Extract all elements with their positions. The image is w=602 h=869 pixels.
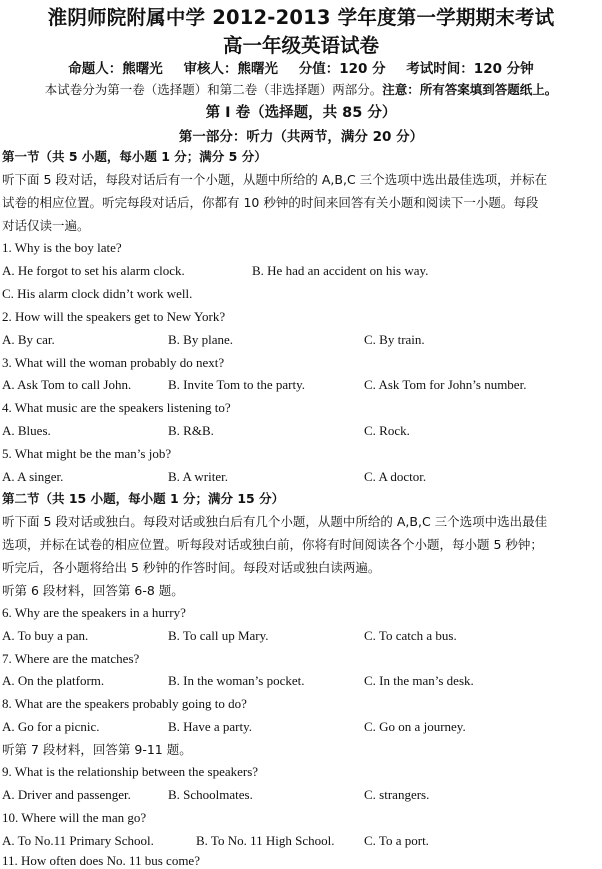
question-1: 1. Why is the boy late?: [2, 240, 122, 255]
question-10: 10. Where will the man go?: [2, 810, 147, 825]
q5-option-b: B. A writer.: [168, 469, 228, 484]
q8-option-a: A. Go for a picnic.: [2, 719, 100, 734]
q4-option-b: B. R&B.: [168, 423, 214, 438]
exam-title: 淮阴师院附属中学 2012-2013 学年度第一学期期末考试: [47, 6, 555, 29]
q3-option-a: A. Ask Tom to call John.: [2, 377, 132, 392]
section1-heading: 第一节（共 5 小题，每小题 1 分；满分 5 分）: [2, 149, 267, 164]
section1-instructions-line3: 对话仅读一遍。: [2, 218, 90, 233]
question-9: 9. What is the relationship between the speakers?: [2, 764, 259, 779]
section2-heading: 第二节（共 15 小题，每小题 1 分；满分 15 分）: [2, 491, 285, 506]
section1-instructions-line2: 试卷的相应位置。听完每段对话后，你都有 10 秒钟的时间来回答有关小题和阅读下一小题。每段: [2, 195, 539, 210]
reviewer-label: 审核人：熊曙光: [183, 61, 278, 77]
notice-bold-text: 注意：所有答案填到答题纸上。: [382, 82, 558, 97]
q7-option-c: C. In the man’s desk.: [364, 673, 474, 688]
q3-option-b: B. Invite Tom to the party.: [168, 377, 306, 392]
question-2: 2. How will the speakers get to New York?: [2, 309, 226, 324]
part-heading: 第一部分：听力（共两节，满分 20 分）: [178, 129, 424, 145]
volume-heading: 第 I 卷（选择题，共 85 分）: [205, 105, 397, 121]
question-4: 4. What music are the speakers listening to?: [2, 400, 231, 415]
exam-notice: [0, 80, 602, 98]
exam-meta: [0, 57, 602, 77]
q3-option-c: C. Ask Tom for John’s number.: [364, 377, 527, 392]
material-7-label: 听第 7 段材料，回答第 9-11 题。: [2, 742, 192, 757]
q6-option-a: A. To buy a pan.: [2, 628, 89, 643]
q8-option-c: C. Go on a journey.: [364, 719, 466, 734]
q2-option-a: A. By car.: [2, 332, 55, 347]
q5-option-c: C. A doctor.: [364, 469, 427, 484]
section2-instructions-line1: 听下面 5 段对话或独白。每段对话或独白后有几个小题，从题中所给的 A,B,C 三个选项中选出最佳: [2, 514, 548, 529]
q8-option-b: B. Have a party.: [168, 719, 252, 734]
question-5: 5. What might be the man’s job?: [2, 446, 172, 461]
section1-instructions-line1: 听下面 5 段对话，每段对话后有一个小题，从题中所给的 A,B,C 三个选项中选出最佳选项，并标在: [2, 172, 548, 187]
q9-option-b: B. Schoolmates.: [168, 787, 253, 802]
q10-option-a: A. To No.11 Primary School.: [2, 833, 154, 848]
q1-option-c: C. His alarm clock didn’t work well.: [2, 286, 193, 301]
q10-option-b: B. To No. 11 High School.: [196, 833, 335, 848]
q1-option-b: B. He had an accident on his way.: [252, 263, 429, 278]
q2-option-b: B. By plane.: [168, 332, 233, 347]
q9-option-c: C. strangers.: [364, 787, 430, 802]
author-label: 命题人：熊曙光: [68, 61, 163, 77]
q2-option-c: C. By train.: [364, 332, 425, 347]
score-label: 分值：120 分: [298, 61, 386, 77]
q6-option-b: B. To call up Mary.: [168, 628, 269, 643]
material-6-label: 听第 6 段材料，回答第 6-8 题。: [2, 583, 184, 598]
q7-option-b: B. In the woman’s pocket.: [168, 673, 305, 688]
exam-subtitle: 高一年级英语试卷: [222, 34, 379, 57]
notice-text: 本试卷分为第一卷（选择题）和第二卷（非选择题）两部分。: [44, 82, 383, 97]
question-8: 8. What are the speakers probably going to do?: [2, 696, 247, 711]
question-6: 6. Why are the speakers in a hurry?: [2, 605, 186, 620]
q9-option-a: A. Driver and passenger.: [2, 787, 131, 802]
time-label: 考试时间：120 分钟: [406, 61, 534, 77]
question-11: 11. How often does No. 11 bus come?: [2, 853, 200, 868]
q4-option-c: C. Rock.: [364, 423, 410, 438]
q7-option-a: A. On the platform.: [2, 673, 105, 688]
question-7: 7. Where are the matches?: [2, 651, 140, 666]
q5-option-a: A. A singer.: [2, 469, 64, 484]
q4-option-a: A. Blues.: [2, 423, 51, 438]
question-3: 3. What will the woman probably do next?: [2, 355, 225, 370]
q1-option-a: A. He forgot to set his alarm clock.: [2, 263, 185, 278]
q10-option-c: C. To a port.: [364, 833, 429, 848]
q6-option-c: C. To catch a bus.: [364, 628, 457, 643]
section2-instructions-line2: 选项，并标在试卷的相应位置。听每段对话或独白前，你将有时间阅读各个小题，每小题 5 秒钟；: [2, 537, 543, 552]
section2-instructions-line3: 听完后，各小题将给出 5 秒钟的作答时间。每段对话或独白读两遍。: [2, 560, 381, 575]
